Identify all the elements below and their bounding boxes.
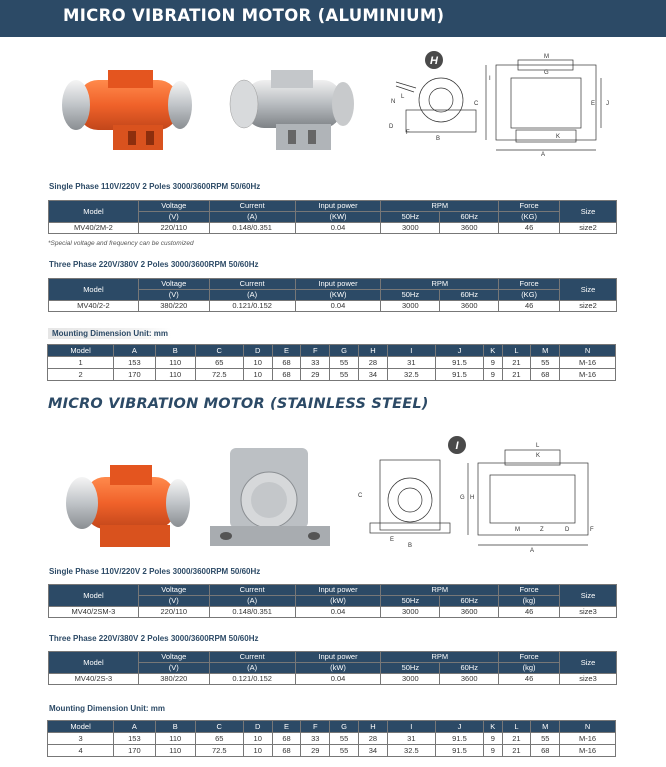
cell-rpm60: 3600 [440, 674, 499, 685]
dim-cell: 9 [484, 745, 503, 757]
dim-cell: 21 [502, 733, 531, 745]
svg-text:F: F [406, 130, 410, 136]
cell-current: 0.148/0.351 [209, 223, 295, 234]
dim-header-f: F [301, 345, 330, 357]
col-voltage: Voltage [138, 652, 209, 663]
customization-note: *Special voltage and frequency can be customized [48, 240, 194, 247]
dim-cell: 10 [243, 369, 272, 381]
unit-60hz: 60Hz [440, 212, 499, 223]
dim-cell: 91.5 [435, 357, 483, 369]
cell-voltage: 380/220 [138, 301, 209, 312]
orange-motor-photo [58, 55, 208, 155]
aluminium-three-phase-label: Three Phase 220V/380V 2 Poles 3000/3600RPM 50/60Hz [49, 260, 259, 269]
svg-text:M: M [515, 527, 520, 533]
dim-header-j: J [435, 721, 483, 733]
unit-input-power: (kW) [295, 596, 381, 607]
stainless-single-phase-table [48, 584, 617, 618]
cell-size: size2 [560, 223, 617, 234]
svg-text:G: G [460, 495, 465, 501]
unit-force: (kg) [499, 596, 560, 607]
dim-cell: 110 [155, 733, 195, 745]
col-voltage: Voltage [138, 585, 209, 596]
unit-60hz: 60Hz [440, 290, 499, 301]
table-row [49, 301, 617, 312]
dim-header-l: L [502, 345, 531, 357]
dim-header-f: F [301, 721, 330, 733]
dim-cell: 72.5 [195, 369, 243, 381]
stainless-section-title: MICRO VIBRATION MOTOR (STAINLESS STEEL) [48, 396, 429, 412]
svg-text:F: F [590, 527, 594, 533]
svg-text:C: C [474, 101, 479, 107]
cell-rpm50: 3000 [381, 674, 440, 685]
svg-text:C: C [358, 493, 363, 499]
dim-cell: 153 [114, 357, 156, 369]
cell-input-power: 0.04 [295, 674, 381, 685]
col-rpm: RPM [381, 652, 499, 663]
dim-header-a: A [114, 345, 156, 357]
dim-cell: M-16 [560, 733, 616, 745]
dim-cell: 10 [243, 745, 272, 757]
unit-60hz: 60Hz [440, 663, 499, 674]
dim-header-n: N [560, 721, 616, 733]
cell-rpm60: 3600 [440, 607, 499, 618]
cell-force: 46 [499, 223, 560, 234]
stainless-dimension-drawing [350, 435, 615, 553]
svg-text:M: M [544, 54, 549, 60]
svg-text:N: N [391, 99, 396, 105]
col-model: Model [49, 201, 139, 223]
dim-cell: 65 [195, 357, 243, 369]
dim-cell: 153 [114, 733, 156, 745]
cell-force: 46 [499, 674, 560, 685]
col-size: Size [560, 585, 617, 607]
dim-cell: 170 [114, 745, 156, 757]
dim-cell: 55 [330, 733, 359, 745]
dim-cell: 21 [502, 745, 531, 757]
unit-force: (kg) [499, 663, 560, 674]
dim-cell: 55 [531, 357, 560, 369]
svg-text:H: H [470, 495, 475, 501]
table-row [49, 674, 617, 685]
aluminium-dimension-drawing [386, 50, 611, 160]
dim-header-model: Model [48, 721, 114, 733]
cell-input-power: 0.04 [295, 301, 381, 312]
cell-model: MV40/2SM-3 [49, 607, 139, 618]
dim-cell: 33 [301, 357, 330, 369]
dim-header-n: N [560, 345, 616, 357]
unit-current: (A) [209, 212, 295, 223]
table-row [49, 223, 617, 234]
cell-rpm50: 3000 [381, 607, 440, 618]
dim-cell: 21 [502, 357, 531, 369]
dim-cell: 3 [48, 733, 114, 745]
dim-cell: 21 [502, 369, 531, 381]
col-voltage: Voltage [138, 201, 209, 212]
dim-cell: 32.5 [387, 369, 435, 381]
dim-cell: 4 [48, 745, 114, 757]
page-title: MICRO VIBRATION MOTOR (ALUMINIUM) [63, 6, 445, 25]
unit-voltage: (V) [138, 290, 209, 301]
table-row [48, 745, 616, 757]
dim-cell: 91.5 [435, 733, 483, 745]
col-input-power: Input power [295, 279, 381, 290]
col-size: Size [560, 201, 617, 223]
svg-text:Z: Z [540, 527, 544, 533]
dim-header-k: K [484, 721, 503, 733]
unit-50hz: 50Hz [381, 596, 440, 607]
dim-cell: 170 [114, 369, 156, 381]
dim-cell: 110 [155, 745, 195, 757]
unit-50hz: 50Hz [381, 290, 440, 301]
dim-cell: 2 [48, 369, 114, 381]
cell-size: size3 [560, 607, 617, 618]
dim-cell: 55 [330, 357, 359, 369]
svg-text:I: I [489, 76, 491, 82]
dim-cell: 91.5 [435, 369, 483, 381]
diagram-badge-i: I [455, 440, 459, 452]
unit-force: (KG) [499, 290, 560, 301]
svg-text:L: L [401, 94, 405, 100]
svg-text:K: K [556, 134, 561, 140]
svg-text:E: E [390, 537, 395, 543]
dim-cell: 31 [387, 733, 435, 745]
dim-cell: 31 [387, 357, 435, 369]
dim-cell: 9 [484, 369, 503, 381]
unit-50hz: 50Hz [381, 212, 440, 223]
col-size: Size [560, 279, 617, 301]
cell-size: size3 [560, 674, 617, 685]
col-rpm: RPM [381, 585, 499, 596]
dim-header-d: D [243, 721, 272, 733]
dim-header-h: H [359, 345, 388, 357]
svg-text:L: L [536, 443, 540, 449]
dim-cell: 72.5 [195, 745, 243, 757]
unit-voltage: (V) [138, 596, 209, 607]
col-current: Current [209, 279, 295, 290]
dim-cell: 68 [531, 369, 560, 381]
dim-header-e: E [272, 721, 301, 733]
dim-cell: 110 [155, 369, 195, 381]
dim-cell: 29 [301, 745, 330, 757]
dim-cell: M-16 [560, 369, 616, 381]
dim-header-c: C [195, 345, 243, 357]
col-input-power: Input power [295, 585, 381, 596]
svg-text:D: D [389, 124, 394, 130]
dim-cell: 28 [359, 357, 388, 369]
unit-voltage: (V) [138, 663, 209, 674]
dim-cell: 1 [48, 357, 114, 369]
col-input-power: Input power [295, 201, 381, 212]
table-row [48, 357, 616, 369]
dim-header-g: G [330, 721, 359, 733]
dim-header-l: L [502, 721, 531, 733]
dim-header-h: H [359, 721, 388, 733]
unit-input-power: (KW) [295, 290, 381, 301]
cell-model: MV40/2-2 [49, 301, 139, 312]
aluminium-single-phase-table [48, 200, 617, 234]
dim-cell: 68 [531, 745, 560, 757]
col-voltage: Voltage [138, 279, 209, 290]
stainless-mounting-table [47, 720, 616, 757]
svg-text:B: B [408, 543, 413, 549]
aluminium-mounting-table [47, 344, 616, 381]
page-header-banner [0, 0, 666, 37]
dim-cell: 28 [359, 733, 388, 745]
cell-current: 0.121/0.152 [209, 301, 295, 312]
col-model: Model [49, 585, 139, 607]
cell-input-power: 0.04 [295, 223, 381, 234]
col-current: Current [209, 201, 295, 212]
svg-text:A: A [541, 152, 546, 158]
dim-cell: 9 [484, 733, 503, 745]
dim-cell: 68 [272, 745, 301, 757]
dim-cell: 68 [272, 369, 301, 381]
svg-text:D: D [565, 527, 570, 533]
svg-text:G: G [544, 70, 549, 76]
diagram-badge-h: H [430, 55, 438, 67]
dim-header-d: D [243, 345, 272, 357]
aluminium-single-phase-label: Single Phase 110V/220V 2 Poles 3000/3600RPM 50/60Hz [49, 182, 261, 191]
unit-current: (A) [209, 290, 295, 301]
table-row [48, 369, 616, 381]
unit-input-power: (KW) [295, 212, 381, 223]
stainless-motor-photo [208, 440, 333, 552]
dim-cell: 32.5 [387, 745, 435, 757]
dim-cell: 55 [330, 369, 359, 381]
unit-60hz: 60Hz [440, 596, 499, 607]
cell-input-power: 0.04 [295, 607, 381, 618]
cell-current: 0.148/0.351 [209, 607, 295, 618]
cell-current: 0.121/0.152 [209, 674, 295, 685]
table-row [48, 733, 616, 745]
dim-header-i: I [387, 345, 435, 357]
cell-voltage: 220/110 [138, 223, 209, 234]
cell-model: MV40/2S-3 [49, 674, 139, 685]
dim-cell: 10 [243, 357, 272, 369]
dim-cell: 65 [195, 733, 243, 745]
col-force: Force [499, 201, 560, 212]
dim-header-g: G [330, 345, 359, 357]
svg-text:B: B [436, 136, 441, 142]
dim-header-i: I [387, 721, 435, 733]
dim-header-m: M [531, 345, 560, 357]
unit-force: (KG) [499, 212, 560, 223]
table-row [49, 607, 617, 618]
cell-voltage: 380/220 [138, 674, 209, 685]
col-rpm: RPM [381, 279, 499, 290]
dim-cell: 55 [531, 733, 560, 745]
stainless-single-phase-label: Single Phase 110V/220V 2 Poles 3000/3600RPM 50/60Hz [49, 567, 261, 576]
dim-cell: 34 [359, 745, 388, 757]
col-current: Current [209, 652, 295, 663]
cell-force: 46 [499, 607, 560, 618]
dim-cell: 68 [272, 357, 301, 369]
dim-header-k: K [484, 345, 503, 357]
unit-input-power: (kW) [295, 663, 381, 674]
col-force: Force [499, 279, 560, 290]
cell-model: MV40/2M-2 [49, 223, 139, 234]
col-current: Current [209, 585, 295, 596]
dim-cell: 55 [330, 745, 359, 757]
dim-cell: 10 [243, 733, 272, 745]
dim-header-b: B [155, 345, 195, 357]
cell-rpm60: 3600 [440, 223, 499, 234]
dim-cell: 9 [484, 357, 503, 369]
unit-current: (A) [209, 596, 295, 607]
dim-header-a: A [114, 721, 156, 733]
aluminium-three-phase-table [48, 278, 617, 312]
dim-cell: 34 [359, 369, 388, 381]
dim-cell: 110 [155, 357, 195, 369]
cell-size: size2 [560, 301, 617, 312]
dim-header-m: M [531, 721, 560, 733]
col-input-power: Input power [295, 652, 381, 663]
dim-cell: M-16 [560, 357, 616, 369]
dim-cell: 33 [301, 733, 330, 745]
cell-voltage: 220/110 [138, 607, 209, 618]
dim-cell: 29 [301, 369, 330, 381]
svg-text:E: E [591, 101, 596, 107]
svg-text:J: J [606, 101, 609, 107]
svg-text:A: A [530, 548, 535, 553]
dim-header-b: B [155, 721, 195, 733]
cell-rpm50: 3000 [381, 301, 440, 312]
col-rpm: RPM [381, 201, 499, 212]
col-force: Force [499, 652, 560, 663]
cell-rpm50: 3000 [381, 223, 440, 234]
silver-motor-photo [226, 60, 366, 155]
stainless-three-phase-label: Three Phase 220V/380V 2 Poles 3000/3600RPM 50/60Hz [49, 634, 259, 643]
dim-cell: 68 [272, 733, 301, 745]
aluminium-mounting-label: Mounting Dimension Unit: mm [48, 328, 172, 339]
col-model: Model [49, 652, 139, 674]
dim-header-c: C [195, 721, 243, 733]
col-model: Model [49, 279, 139, 301]
cell-force: 46 [499, 301, 560, 312]
stainless-three-phase-table [48, 651, 617, 685]
dim-header-j: J [435, 345, 483, 357]
stainless-mounting-label: Mounting Dimension Unit: mm [49, 704, 165, 713]
col-size: Size [560, 652, 617, 674]
dim-cell: 91.5 [435, 745, 483, 757]
unit-voltage: (V) [138, 212, 209, 223]
dim-header-e: E [272, 345, 301, 357]
svg-text:K: K [536, 453, 541, 459]
unit-50hz: 50Hz [381, 663, 440, 674]
unit-current: (A) [209, 663, 295, 674]
dim-cell: M-16 [560, 745, 616, 757]
dim-header-model: Model [48, 345, 114, 357]
col-force: Force [499, 585, 560, 596]
orange-stainless-motor-photo [60, 447, 200, 552]
cell-rpm60: 3600 [440, 301, 499, 312]
